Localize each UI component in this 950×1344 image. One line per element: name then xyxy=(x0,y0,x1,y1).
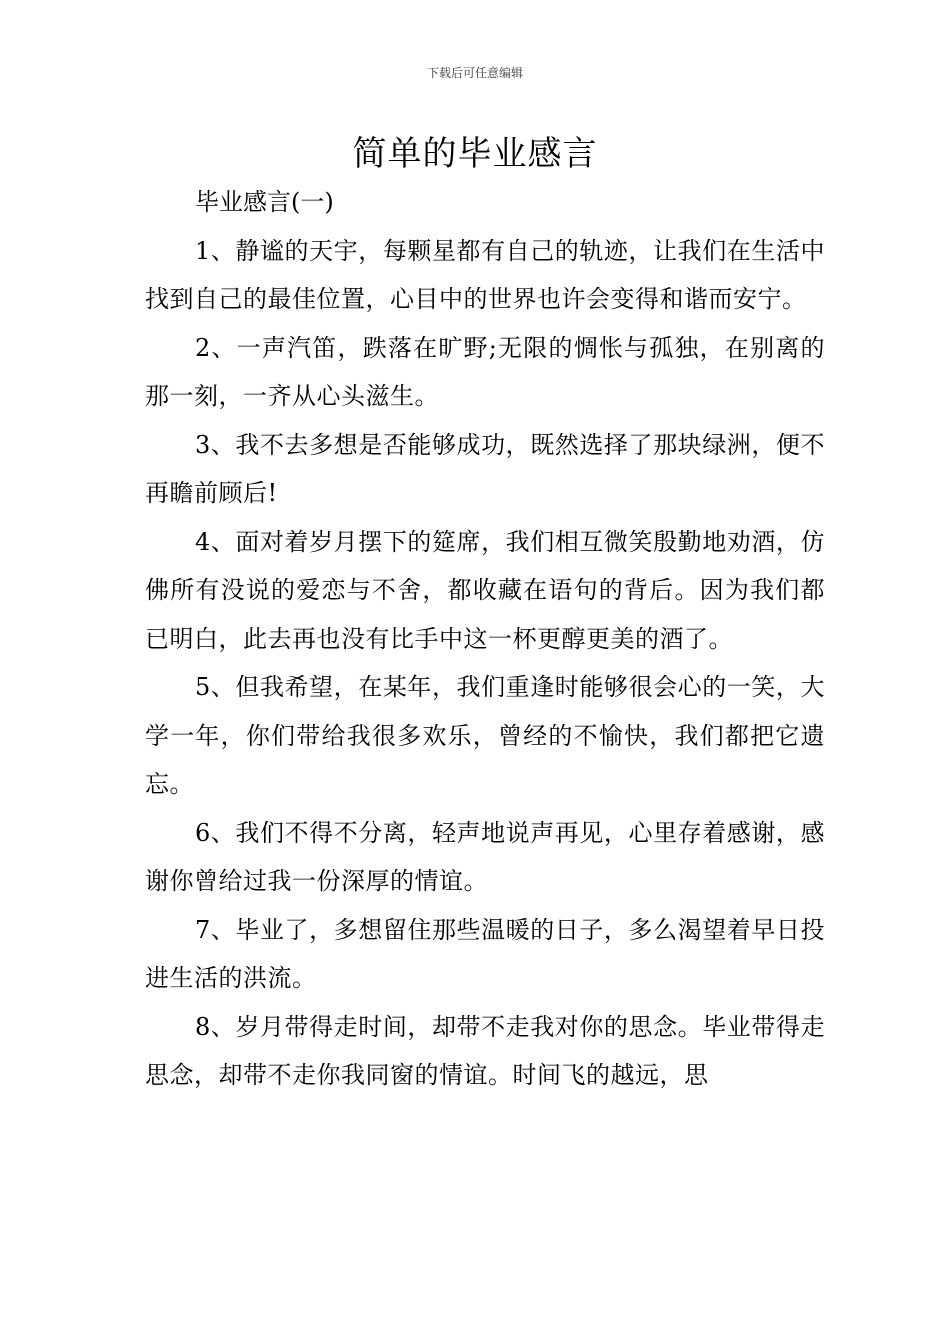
page-title: 简单的毕业感言 xyxy=(352,134,598,174)
paragraph-5: 5、但我希望，在某年，我们重逢时能够很会心的一笑，大学一年，你们带给我很多欢乐，曾经的不愉快，我们都把它遗忘。 xyxy=(145,673,825,798)
paragraph-6: 6、我们不得不分离，轻声地说声再见，心里存着感谢，感谢你曾给过我一份深厚的情谊。 xyxy=(145,818,825,895)
document-body xyxy=(145,178,825,1100)
paragraph-1: 1、静谧的天宇，每颗星都有自己的轨迹，让我们在生活中找到自己的最佳位置，心目中的世界也许会变得和谐而安宁。 xyxy=(145,236,825,313)
paragraph-8: 8、岁月带得走时间，却带不走我对你的思念。毕业带得走思念，却带不走你我同窗的情谊。时间飞的越远，思 xyxy=(145,1012,825,1089)
paragraph-4: 4、面对着岁月摆下的筵席，我们相互微笑殷勤地劝酒，仿佛所有没说的爱恋与不舍，都收藏在语句的背后。因为我们都已明白，此去再也没有比手中这一杯更醇更美的酒了。 xyxy=(145,527,825,653)
paragraph-7: 7、毕业了，多想留住那些温暖的日子，多么渴望着早日投进生活的洪流。 xyxy=(145,915,825,992)
paragraph-2: 2、一声汽笛，跌落在旷野;无限的惆怅与孤独，在别离的那一刻，一齐从心头滋生。 xyxy=(145,333,825,410)
paragraph-3: 3、我不去多想是否能够成功，既然选择了那块绿洲，便不再瞻前顾后! xyxy=(145,430,825,507)
header-note: 下载后可任意编辑 xyxy=(426,66,523,80)
section-subheading: 毕业感言(一) xyxy=(195,188,334,216)
